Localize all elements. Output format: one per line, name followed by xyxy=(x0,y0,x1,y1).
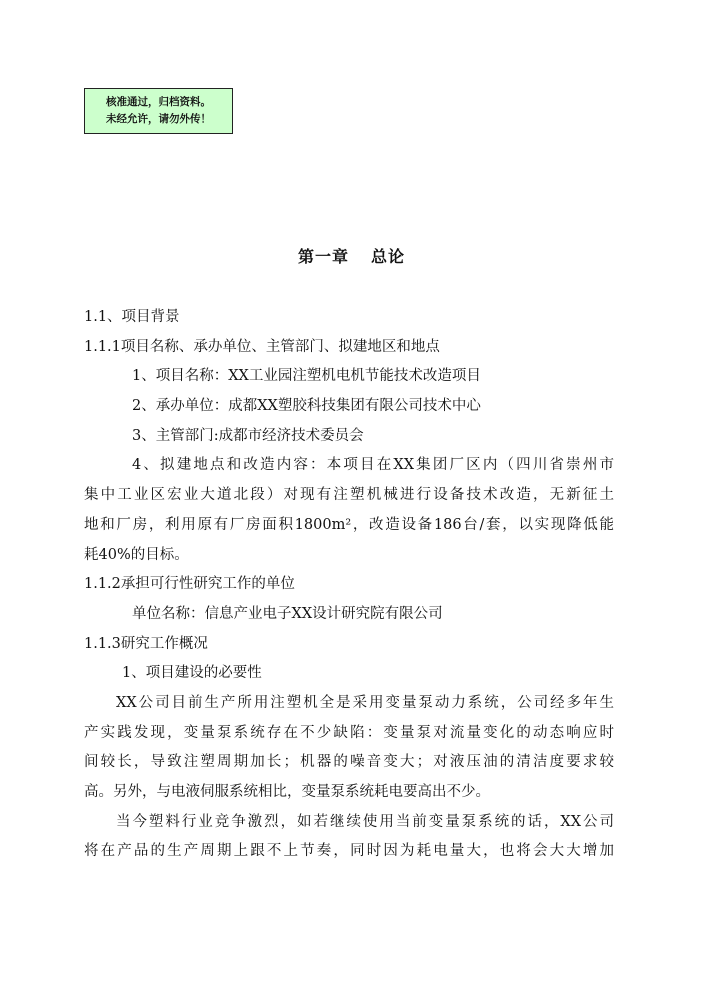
section-heading-1-1: 1.1、项目背景 xyxy=(84,309,180,325)
site-content-item-line-1: 4、拟建地点和改造内容：本项目在XX集团厂区内（四川省崇州市 xyxy=(132,457,614,474)
paragraph-1-line-4: 高。另外，与电液伺服系统相比，变量泵系统耗电要高出不少。 xyxy=(84,784,490,800)
paragraph-1-line-1: XX公司目前生产所用注塑机全是采用变量泵动力系统，公司经多年生 xyxy=(116,694,614,711)
research-unit-name: 单位名称：信息产业电子XX设计研究院有限公司 xyxy=(132,605,443,622)
project-name-item: 1、项目名称：XX工业园注塑机电机节能技术改造项目 xyxy=(132,368,481,385)
chapter-heading xyxy=(0,244,703,267)
document-body xyxy=(84,303,614,867)
competent-department-item: 3、主管部门:成都市经济技术委员会 xyxy=(132,427,364,444)
paragraph-1-line-3: 间较长，导致注塑周期加长；机器的噪音变大；对液压油的清洁度要求较 xyxy=(84,754,614,771)
archive-stamp xyxy=(84,88,233,134)
chapter-label: 第一章 xyxy=(297,247,349,266)
stamp-line-2: 未经允许，请勿外传！ xyxy=(106,113,211,125)
paragraph-2-line-2: 将在产品的生产周期上跟不上节奏，同时因为耗电量大，也将会大大增加 xyxy=(84,843,614,860)
subsection-heading-1-1-1: 1.1.1项目名称、承办单位、主管部门、拟建地区和地点 xyxy=(84,338,440,355)
subsection-heading-1-1-2: 1.1.2承担可行性研究工作的单位 xyxy=(84,576,295,593)
subsection-heading-1-1-3: 1.1.3研究工作概况 xyxy=(84,635,208,652)
site-content-item-line-4: 耗40%的目标。 xyxy=(84,546,189,563)
paragraph-1-line-2: 产实践发现，变量泵系统存在不少缺陷：变量泵对流量变化的动态响应时 xyxy=(84,724,614,741)
chapter-title: 总论 xyxy=(371,247,406,266)
site-content-item-line-2: 集中工业区宏业大道北段）对现有注塑机械进行设备技术改造，无新征土 xyxy=(84,487,614,504)
site-content-item-line-3: 地和厂房，利用原有厂房面积1800m²，改造设备186台/套，以实现降低能 xyxy=(84,516,614,533)
undertaking-unit-item: 2、承办单位：成都XX塑胶科技集团有限公司技术中心 xyxy=(132,398,481,415)
paragraph-2-line-1: 当今塑料行业竞争激烈，如若继续使用当前变量泵系统的话，XX公司 xyxy=(116,813,614,830)
necessity-heading: 1、项目建设的必要性 xyxy=(122,665,262,682)
stamp-line-1: 核准通过，归档资料。 xyxy=(106,96,211,108)
